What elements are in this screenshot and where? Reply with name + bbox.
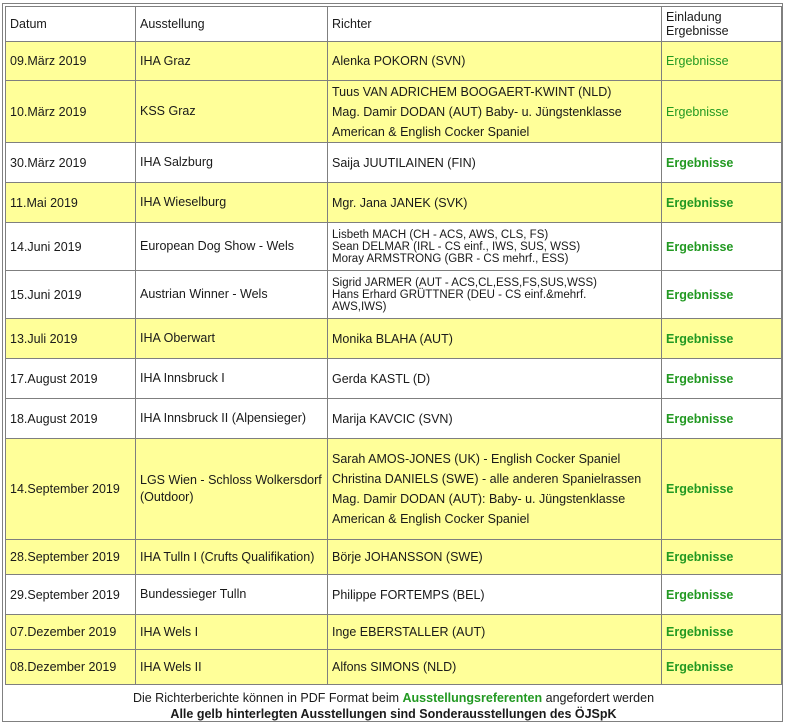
footer-text-after: angefordert werden (542, 691, 655, 705)
event-result-cell (662, 439, 782, 540)
results-link[interactable]: Ergebnisse (666, 104, 729, 119)
event-result-cell (662, 81, 782, 143)
results-link[interactable]: Ergebnisse (666, 371, 734, 386)
judge-line: Mgr. Jana JANEK (SVK) (332, 195, 468, 210)
event-judges (328, 223, 662, 271)
table-header-row (5, 6, 782, 42)
event-show: IHA Wels I (136, 615, 328, 650)
event-judges (328, 399, 662, 439)
results-link[interactable]: Ergebnisse (666, 587, 734, 602)
judge-line: American & English Cocker Spaniel (332, 512, 530, 526)
judge-line: Marija KAVCIC (SVN) (332, 411, 453, 426)
event-show: IHA Wels II (136, 650, 328, 685)
event-show: IHA Wieselburg (136, 183, 328, 223)
judge-line: Saija JUUTILAINEN (FIN) (332, 155, 476, 170)
event-result-cell (662, 183, 782, 223)
event-date: 17.August 2019 (5, 359, 136, 399)
judge-line: Philippe FORTEMPS (BEL) (332, 587, 485, 602)
event-date: 29.September 2019 (5, 575, 136, 615)
table-row (5, 439, 782, 540)
event-show: IHA Innsbruck II (Alpensieger) (136, 399, 328, 439)
event-result-cell (662, 359, 782, 399)
judge-line: Alfons SIMONS (NLD) (332, 660, 457, 674)
results-link[interactable]: Ergebnisse (666, 411, 734, 426)
event-date: 10.März 2019 (5, 81, 136, 143)
judge-line: Inge EBERSTALLER (AUT) (332, 625, 486, 639)
footer-notes (5, 690, 782, 722)
header-show: Ausstellung (136, 6, 328, 42)
event-result-cell (662, 399, 782, 439)
table-row (5, 223, 782, 271)
event-show: IHA Tulln I (Crufts Qualifikation) (136, 540, 328, 575)
event-judges (328, 575, 662, 615)
judge-line: AWS,IWS) (332, 300, 387, 313)
judge-line: Tuus VAN ADRICHEM BOOGAERT-KWINT (NLD) (332, 84, 612, 99)
footer-report-note (5, 690, 782, 706)
event-show: LGS Wien - Schloss Wolkersdorf (Outdoor) (136, 439, 328, 540)
footer-special-shows-note: Alle gelb hinterlegten Ausstellungen sind Sonderausstellungen des ÖJSpK (170, 707, 617, 721)
event-judges (328, 439, 662, 540)
event-judges (328, 271, 662, 319)
table-row (5, 271, 782, 319)
event-result-cell (662, 42, 782, 81)
table-row (5, 319, 782, 359)
event-result-cell (662, 143, 782, 183)
event-show: European Dog Show - Wels (136, 223, 328, 271)
event-date: 09.März 2019 (5, 42, 136, 81)
header-judge: Richter (328, 6, 662, 42)
event-date: 14.Juni 2019 (5, 223, 136, 271)
table-row (5, 143, 782, 183)
results-link[interactable]: Ergebnisse (666, 660, 734, 674)
judge-line: Sarah AMOS-JONES (UK) - English Cocker Spaniel (332, 452, 621, 466)
results-link[interactable]: Ergebnisse (666, 54, 729, 68)
event-judges (328, 183, 662, 223)
table-row (5, 42, 782, 81)
header-invite-label: Einladung (666, 10, 722, 24)
results-link[interactable]: Ergebnisse (666, 239, 734, 254)
results-panel (2, 3, 783, 722)
judge-line: Sean DELMAR (IRL - CS einf., IWS, SUS, WSS) (332, 240, 581, 253)
judge-line: Christina DANIELS (SWE) - alle anderen Spanielrassen (332, 472, 642, 486)
judge-line: Hans Erhard GRÜTTNER (DEU - CS einf.&mehrf. (332, 288, 587, 301)
event-judges (328, 359, 662, 399)
table-row (5, 615, 782, 650)
judge-line: Sigrid JARMER (AUT - ACS,CL,ESS,FS,SUS,WSS) (332, 276, 597, 289)
event-date: 28.September 2019 (5, 540, 136, 575)
event-show: IHA Oberwart (136, 319, 328, 359)
table-row (5, 81, 782, 143)
judge-line: Mag. Damir DODAN (AUT): Baby- u. Jüngstenklasse (332, 492, 626, 506)
results-link[interactable]: Ergebnisse (666, 195, 734, 210)
table-row (5, 540, 782, 575)
event-date: 30.März 2019 (5, 143, 136, 183)
header-results-label: Ergebnisse (666, 24, 729, 38)
event-date: 13.Juli 2019 (5, 319, 136, 359)
event-date: 18.August 2019 (5, 399, 136, 439)
table-row (5, 183, 782, 223)
header-date: Datum (5, 6, 136, 42)
event-date: 11.Mai 2019 (5, 183, 136, 223)
event-result-cell (662, 319, 782, 359)
event-show: Bundessieger Tulln (136, 575, 328, 615)
event-date: 08.Dezember 2019 (5, 650, 136, 685)
event-result-cell (662, 575, 782, 615)
event-result-cell (662, 650, 782, 685)
table-row (5, 650, 782, 685)
event-show: IHA Graz (136, 42, 328, 81)
event-result-cell (662, 271, 782, 319)
event-judges (328, 81, 662, 143)
event-date: 14.September 2019 (5, 439, 136, 540)
judge-line: Moray ARMSTRONG (GBR - CS mehrf., ESS) (332, 252, 569, 265)
event-result-cell (662, 540, 782, 575)
event-date: 07.Dezember 2019 (5, 615, 136, 650)
event-judges (328, 650, 662, 685)
event-show: IHA Salzburg (136, 143, 328, 183)
event-show: IHA Innsbruck I (136, 359, 328, 399)
event-judges (328, 319, 662, 359)
results-link[interactable]: Ergebnisse (666, 331, 734, 346)
event-judges (328, 615, 662, 650)
event-judges (328, 540, 662, 575)
event-date: 15.Juni 2019 (5, 271, 136, 319)
table-row (5, 575, 782, 615)
event-result-cell (662, 223, 782, 271)
header-invite-results (662, 6, 782, 42)
results-link[interactable]: Ergebnisse (666, 550, 734, 564)
ausstellungsreferent-link[interactable]: Ausstellungsreferenten (402, 691, 543, 705)
judge-line: Mag. Damir DODAN (AUT) Baby- u. Jüngstenklasse (332, 104, 622, 119)
judge-line: Börje JOHANSSON (SWE) (332, 550, 483, 564)
table-row (5, 359, 782, 399)
judge-line: Monika BLAHA (AUT) (332, 331, 453, 346)
results-link[interactable]: Ergebnisse (666, 155, 734, 170)
event-judges (328, 42, 662, 81)
judge-line: Gerda KASTL (D) (332, 371, 431, 386)
results-link[interactable]: Ergebnisse (666, 287, 734, 302)
judge-line: Lisbeth MACH (CH - ACS, AWS, CLS, FS) (332, 228, 549, 241)
footer-text-before: Die Richterberichte können in PDF Format beim (132, 691, 403, 705)
event-show: Austrian Winner - Wels (136, 271, 328, 319)
judge-line: American & English Cocker Spaniel (332, 124, 530, 139)
results-link[interactable]: Ergebnisse (666, 482, 734, 496)
events-table (5, 6, 782, 685)
results-link[interactable]: Ergebnisse (666, 625, 734, 639)
table-row (5, 399, 782, 439)
event-result-cell (662, 615, 782, 650)
event-show: KSS Graz (136, 81, 328, 143)
event-judges (328, 143, 662, 183)
judge-line: Alenka POKORN (SVN) (332, 54, 466, 68)
